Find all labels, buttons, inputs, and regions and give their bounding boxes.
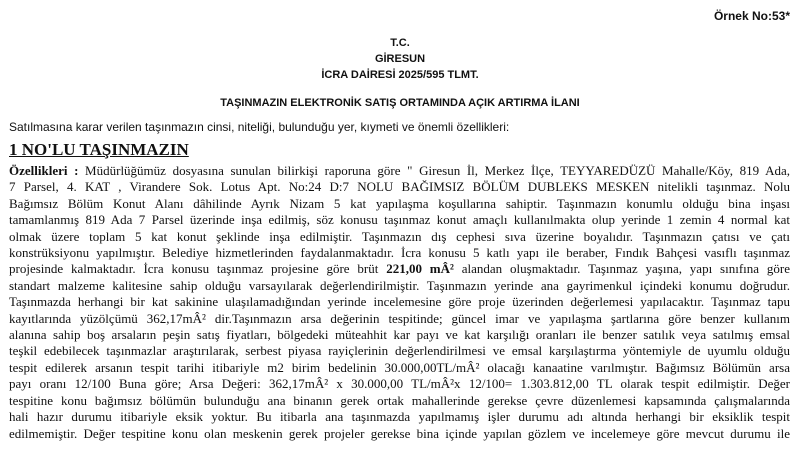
- intro-text: Satılmasına karar verilen taşınmazın cinsi, niteliği, bulunduğu yer, kıymeti ve önemli özellikleri:: [9, 120, 510, 134]
- text-segment: olmak üzere toplam 5 kat konut şeklinde inşa edilmiştir. Taşınmazın dış cephesi sıva üzerine boyalıdır. Taşınmazın çatısı ve çatı: [9, 228, 790, 244]
- page-title: TAŞINMAZIN ELEKTRONİK SATIŞ ORTAMINDA AÇIK ARTIRMA İLANI: [220, 97, 580, 109]
- doc-header-tc: T.C.: [390, 37, 410, 49]
- text-line: [9, 212, 790, 228]
- sample-number: Örnek No:53*: [713, 9, 790, 23]
- text-line: [9, 311, 790, 327]
- text-segment: konstrüksiyonu yapılmıştır. Belediye hizmetlerinden faydalanmaktadır. İcra konusu 5 katlı yapı ile beraber, Fındık Bahçesi vasıflı taşınmaz: [9, 245, 790, 261]
- text-segment: payı oranı 12/100 Buna göre; Arsa Değeri: 362,17mÂ² x 30.000,00 TL/mÂ²x 12/100= 1.303.812,00 TL olarak tespit edilmiştir. Değer: [9, 376, 790, 392]
- section-title: 1 NO'LU TAŞINMAZIN: [9, 140, 189, 159]
- text-segment: teşkil edebilecek taşınmazlar araştırılarak, serbest piyasa rayiçlerinin değerlendirilmesi ve emsal karşılaştırma yöntemiyle de uyumlu olduğu: [9, 343, 790, 359]
- text-segment: kayıtlarında yüzölçümü 362,17mÂ² dir.Taşınmazın arsa değerinin tespitinde; güncel imar ve yapılaşma şartlarına göre benzer kullanım: [9, 310, 790, 326]
- text-segment: Bağımsız Bölüm Konut Alanı dâhilinde Ayrık Nizam 5 kat yapılaşma koşullarına sahiptir. Taşınmazın konumlu olduğu bina inşası: [9, 195, 790, 211]
- text-segment: tamamlanmış 819 Ada 7 Parsel üzerinde inşa edilmiş, söz konusu taşınmaz konut amaçlı kullanılmakta olup yerinde 1 zemin 4 normal kat: [9, 212, 790, 228]
- text-segment: alandan oluşmaktadır. Taşınmaz yaşına, yapı sınıfına göre: [453, 261, 790, 277]
- text-line: [9, 245, 790, 261]
- property-description: [9, 163, 790, 442]
- text-segment: tespitine konu bağımsız bölümün bulunduğu ana binanın gerek ortak mahallerinde gerekse çevre düzenlemesi kapsamında çalışmalarında: [9, 392, 790, 408]
- text-line: [9, 179, 790, 195]
- text-line: [9, 343, 790, 359]
- text-segment: projesinde kalmaktadır. İcra konusu taşınmaz projesine göre brüt: [9, 261, 387, 277]
- text-segment: Taşınmazda herhangi bir kat sakinine ulaşılamadığından yerinde incelemesine göre proje üzerinden değerlemesi yapılacaktır. Taşınmaz tapu: [9, 294, 790, 310]
- text-line: [9, 393, 790, 409]
- text-line: [9, 278, 790, 294]
- features-label: Özellikleri :: [9, 163, 79, 178]
- text-segment: standart malzeme kalitesine sahip olduğu varsayılarak değerlendirilmiştir. Taşınmazın yerinde ana gayrimenkul içindeki konumu doğrudur.: [9, 277, 790, 293]
- text-segment: edilmemiştir. Değer tespitine konu olan meskenin gerek projeler gerekse bina içinde yapılan gözlem ve incelemeye göre mevcut durumu ile: [9, 425, 790, 441]
- doc-header-city: GİRESUN: [374, 53, 426, 65]
- text-line: [9, 261, 790, 277]
- text-segment: hali hazır durumu itibariyle eksik yoktur. Bu itibarla ana taşınmazda yapılmamış işler durumu adı altında herhangi bir eksiklik tespit: [9, 409, 790, 425]
- text-line: [9, 360, 790, 376]
- text-line: [9, 409, 790, 425]
- text-line: [9, 376, 790, 392]
- text-line: [9, 196, 790, 212]
- text-segment: 7 Parsel, 4. KAT , Virandere Sok. Lotus Apt. No:24 D:7 NOLU BAĞIMSIZ BÖLÜM DUBLEKS MESKEN nitelikli taşınmaz. Nolu: [9, 179, 790, 195]
- text-line: [9, 294, 790, 310]
- text-segment: Müdürlüğümüz dosyasına sunulan bilirkişi raporuna göre " Giresun İl, Merkez İlçe, TEYYAREDÜZÜ Mahalle/Köy, 819 Ada,: [78, 163, 790, 178]
- text-line: [9, 229, 790, 245]
- text-line: [9, 426, 790, 442]
- text-segment: tespit edilerek arsanın tespit tarihi itibariyle m2 birim bedelinin 30.000,00TL/mÂ² olacağı kanaatine varılmıştır. Bağımsız Bölümün arsa: [9, 359, 790, 375]
- gross-area-value: 221,00 mÂ²: [386, 261, 454, 277]
- text-line: [9, 163, 790, 179]
- text-segment: alanına sahip boş arsaların peşin satış fiyatları, bölgedeki müteahhit kar payı ve kat karşılığı oranları ile benzer satılık veya satılmış emsal: [9, 327, 790, 343]
- text-line: [9, 327, 790, 343]
- doc-header-office: İCRA DAİRESİ 2025/595 TLMT.: [321, 69, 479, 81]
